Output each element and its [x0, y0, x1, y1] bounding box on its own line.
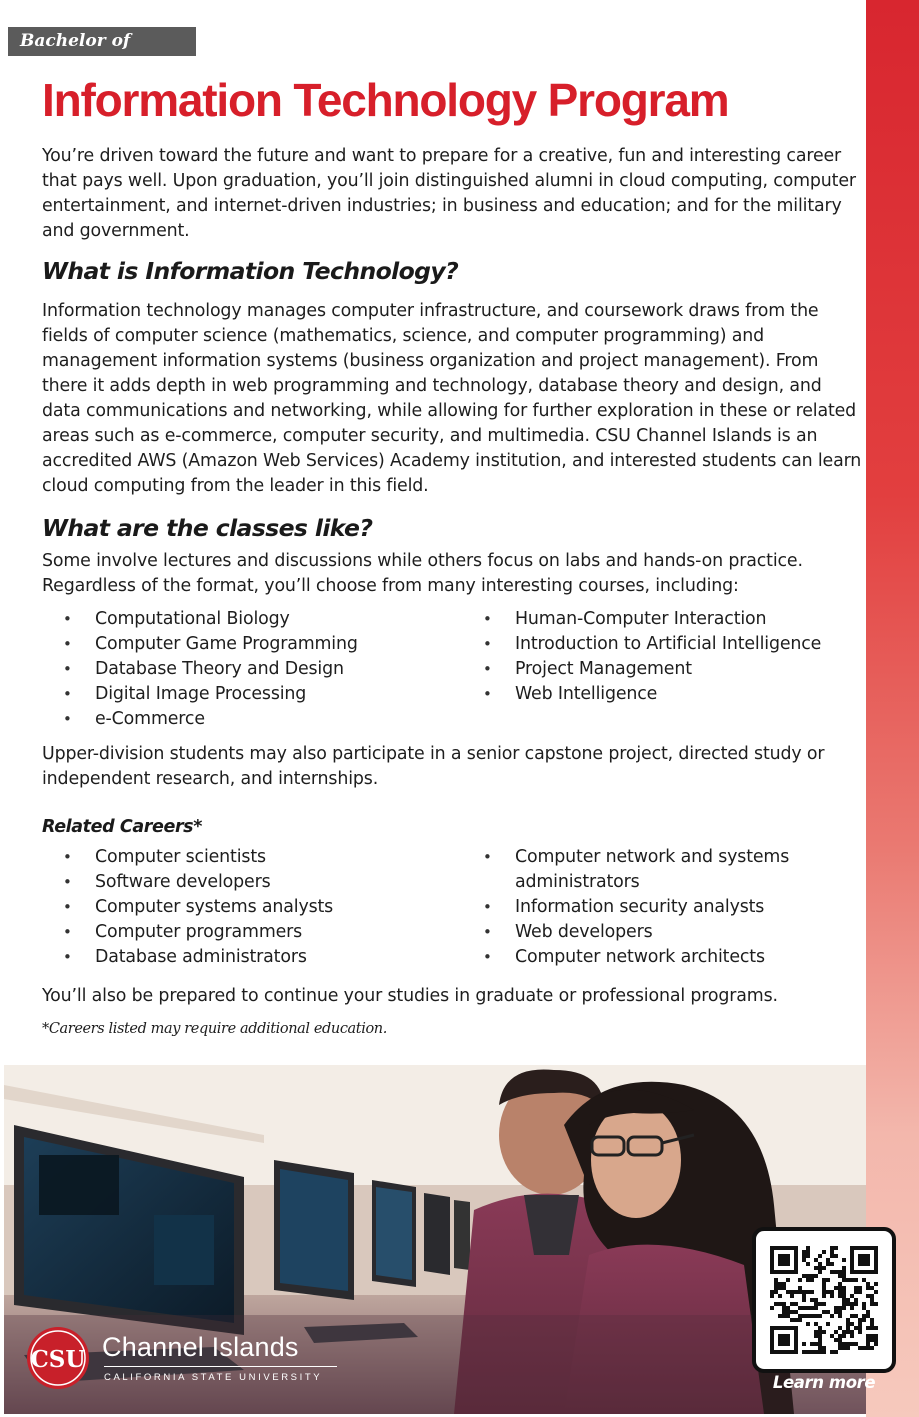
- list-item: • Computer Game Programming: [42, 632, 462, 657]
- csu-channel-islands-logo: [26, 1326, 326, 1390]
- page-title: Information Technology Program: [42, 74, 729, 126]
- list-item: • Computational Biology: [42, 607, 462, 632]
- section-heading-what-is-it: What is Information Technology?: [42, 257, 459, 285]
- list-item: • Information security analysts: [462, 895, 812, 920]
- qr-code-icon: [770, 1245, 878, 1355]
- continue-studies-paragraph: You’ll also be prepared to continue your studies in graduate or professional programs.: [42, 986, 778, 1006]
- list-item: • Introduction to Artificial Intelligence: [462, 632, 862, 657]
- red-side-band: [866, 0, 919, 1417]
- logo-name: Channel Islands: [102, 1332, 299, 1362]
- list-item: • Computer network architects: [462, 945, 812, 970]
- list-item: • e-Commerce: [42, 707, 462, 732]
- list-item: • Database administrators: [42, 945, 462, 970]
- learn-more-label[interactable]: Learn more: [772, 1373, 876, 1392]
- list-item: • Web Intelligence: [462, 682, 862, 707]
- logo-subtitle: CALIFORNIA STATE UNIVERSITY: [104, 1372, 323, 1383]
- degree-badge: Bachelor of Science: [8, 27, 196, 56]
- career-list-right: [462, 845, 812, 970]
- list-item: • Computer scientists: [42, 845, 462, 870]
- list-item: • Web developers: [462, 920, 812, 945]
- list-item: • Project Management: [462, 657, 862, 682]
- list-item: • Human-Computer Interaction: [462, 607, 862, 632]
- csu-seal-icon: [26, 1326, 90, 1390]
- course-list-left: [42, 607, 462, 732]
- list-item: • Computer programmers: [42, 920, 462, 945]
- list-item: • Computer network and systems administrators: [462, 845, 812, 895]
- course-list-right: [462, 607, 862, 707]
- list-item: • Digital Image Processing: [42, 682, 462, 707]
- section-heading-classes: What are the classes like?: [42, 514, 373, 542]
- logo-divider: [104, 1366, 337, 1367]
- careers-heading: Related Careers*: [42, 817, 202, 837]
- upper-division-paragraph: Upper-division students may also participate in a senior capstone project, directed study or independent research, and internships.: [42, 744, 825, 789]
- careers-footnote: *Careers listed may require additional education.: [42, 1021, 387, 1037]
- logo-mark-text: CSU: [30, 1346, 86, 1373]
- list-item: • Software developers: [42, 870, 462, 895]
- list-item: • Computer systems analysts: [42, 895, 462, 920]
- classes-paragraph: Some involve lectures and discussions while others focus on labs and hands-on practice. Regardless of the format, you’ll choose from many interesting courses, including:: [42, 551, 803, 596]
- qr-code[interactable]: [752, 1227, 896, 1373]
- career-list-left: [42, 845, 462, 970]
- list-item: • Database Theory and Design: [42, 657, 462, 682]
- intro-paragraph: You’re driven toward the future and want to prepare for a creative, fun and interesting career that pays well. Upon graduation, you’ll join distinguished alumni in cloud computing, computer entertainment, and internet-driven industries; in business and education; and for the military and government.: [42, 146, 856, 241]
- what-is-it-paragraph: Information technology manages computer infrastructure, and coursework draws from the fields of computer science (mathematics, science, and computer programming) and management information systems (business organization and project management). From there it adds depth in web programming and technology, database theory and design, and data communications and networking, while allowing for further exploration in these or related areas such as e-commerce, computer security, and multimedia. CSU Channel Islands is an accredited AWS (Amazon Web Services) Academy institution, and interested students can learn cloud computing from the leader in this field.: [42, 301, 862, 496]
